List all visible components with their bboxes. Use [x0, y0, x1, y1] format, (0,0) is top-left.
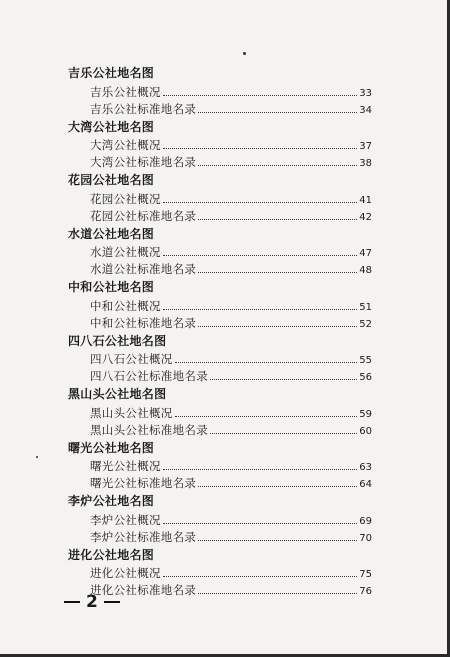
- toc-entry-page: 70: [359, 532, 372, 544]
- toc-entry[interactable]: [68, 191, 372, 208]
- toc-section: [68, 225, 372, 279]
- toc-entry-page: 60: [359, 425, 372, 437]
- toc-entry-label: 四八石公社概况: [90, 352, 173, 366]
- dot-leader: [175, 351, 358, 363]
- dot-leader: [198, 315, 357, 327]
- toc-entry-label: 花园公社标准地名录: [90, 208, 197, 223]
- toc-entry[interactable]: [68, 208, 372, 225]
- toc-entry-label: 李炉公社概况: [90, 512, 161, 527]
- toc-section: [68, 118, 372, 172]
- dot-leader: [198, 529, 357, 541]
- toc-entry[interactable]: [68, 422, 372, 439]
- toc-entry-label: 吉乐公社概况: [90, 84, 161, 99]
- page-footer: [64, 592, 120, 612]
- page-number: 2: [86, 592, 98, 612]
- toc-entry-label: 水道公社概况: [90, 245, 161, 259]
- toc-entry-page: 48: [359, 265, 372, 276]
- dot-leader: [163, 244, 357, 256]
- toc-entry-label: 李炉公社标准地名录: [90, 529, 197, 544]
- scan-speck: [243, 52, 246, 55]
- dot-leader: [163, 458, 357, 470]
- dot-leader: [163, 512, 357, 524]
- toc-entry-label: 大湾公社概况: [90, 138, 161, 152]
- toc-entry[interactable]: [68, 458, 372, 475]
- toc-entry[interactable]: [68, 351, 372, 368]
- dot-leader: [198, 261, 357, 273]
- dot-leader: [198, 208, 357, 220]
- toc-section: [68, 546, 372, 600]
- toc-entry-label: 中和公社概况: [90, 298, 161, 313]
- toc-entry[interactable]: [68, 137, 372, 154]
- dot-leader: [175, 405, 358, 417]
- dot-leader: [198, 475, 357, 487]
- dot-leader: [163, 84, 357, 96]
- footer-dash-right: [104, 601, 120, 604]
- toc-entry-page: 33: [359, 87, 372, 99]
- toc-section: [68, 171, 372, 225]
- toc-entry-page: 64: [359, 479, 372, 490]
- toc-section: [68, 278, 372, 332]
- toc-entry-label: 吉乐公社标准地名录: [90, 101, 197, 116]
- toc-entry[interactable]: [68, 101, 372, 118]
- toc-entry-page: 51: [359, 301, 372, 313]
- toc-entry-page: 37: [359, 141, 372, 152]
- toc-entry-page: 55: [359, 355, 372, 366]
- toc-entry-label: 曙光公社标准地名录: [90, 476, 197, 490]
- toc-section: [68, 439, 372, 493]
- toc-entry[interactable]: [68, 512, 372, 529]
- toc-entry[interactable]: [68, 368, 372, 385]
- scan-speck: [36, 456, 38, 458]
- toc-section-title[interactable]: 李炉公社地名图: [68, 494, 155, 508]
- toc-entry-page: 69: [359, 515, 372, 527]
- toc-section-title[interactable]: 大湾公社地名图: [68, 119, 155, 134]
- dot-leader: [198, 582, 357, 594]
- dot-leader: [210, 368, 357, 380]
- toc-section-title[interactable]: 进化公社地名图: [68, 547, 155, 562]
- toc-entry-label: 黑山头公社标准地名录: [90, 422, 208, 437]
- dot-leader: [198, 154, 357, 166]
- toc-section-title[interactable]: 水道公社地名图: [68, 226, 155, 241]
- toc-entry-label: 进化公社概况: [90, 566, 161, 580]
- toc-section: [68, 385, 372, 439]
- toc-entry-label: 花园公社概况: [90, 191, 161, 206]
- toc-entry-page: 63: [359, 462, 372, 473]
- dot-leader: [163, 298, 357, 310]
- toc-section-title[interactable]: 黑山头公社地名图: [68, 387, 167, 401]
- dot-leader: [163, 137, 357, 149]
- footer-dash-left: [64, 601, 80, 604]
- toc-entry[interactable]: [68, 529, 372, 546]
- toc-entry-page: 41: [359, 194, 372, 206]
- toc-entry-label: 中和公社标准地名录: [90, 315, 197, 330]
- toc-entry[interactable]: [68, 315, 372, 332]
- toc-entry[interactable]: [68, 261, 372, 278]
- toc-entry-page: 59: [359, 408, 372, 420]
- toc-entry[interactable]: [68, 84, 372, 101]
- toc-entry-page: 75: [359, 569, 372, 580]
- toc-entry[interactable]: [68, 475, 372, 492]
- toc-entry-page: 38: [359, 158, 372, 169]
- toc-section-title[interactable]: 中和公社地名图: [68, 280, 155, 294]
- toc-entry-label: 黑山头公社概况: [90, 405, 173, 420]
- toc-section-title[interactable]: 四八石公社地名图: [68, 333, 167, 348]
- toc-section: [68, 492, 372, 546]
- toc-entry[interactable]: [68, 244, 372, 261]
- toc-section-title[interactable]: 花园公社地名图: [68, 173, 155, 187]
- toc-section: [68, 332, 372, 386]
- toc-entry-label: 大湾公社标准地名录: [90, 155, 197, 169]
- dot-leader: [163, 191, 357, 203]
- table-of-contents: [68, 64, 372, 599]
- toc-entry[interactable]: [68, 565, 372, 582]
- toc-entry[interactable]: [68, 405, 372, 422]
- toc-entry-page: 56: [359, 372, 372, 383]
- toc-entry-label: 进化公社标准地名录: [90, 583, 197, 597]
- toc-entry-label: 水道公社标准地名录: [90, 262, 197, 276]
- toc-section-title[interactable]: 曙光公社地名图: [68, 440, 155, 455]
- toc-entry-page: 76: [359, 586, 372, 597]
- toc-entry-page: 52: [359, 318, 372, 330]
- dot-leader: [163, 565, 357, 577]
- dot-leader: [198, 101, 357, 113]
- toc-section-title[interactable]: 吉乐公社地名图: [68, 66, 155, 80]
- toc-entry-page: 47: [359, 248, 372, 259]
- toc-entry-page: 42: [359, 211, 372, 223]
- toc-entry-label: 四八石公社标准地名录: [90, 369, 208, 383]
- dot-leader: [210, 422, 357, 434]
- toc-section: [68, 64, 372, 118]
- toc-entry[interactable]: [68, 298, 372, 315]
- toc-entry[interactable]: [68, 154, 372, 171]
- toc-entry-label: 曙光公社概况: [90, 459, 161, 473]
- toc-entry-page: 34: [359, 104, 372, 116]
